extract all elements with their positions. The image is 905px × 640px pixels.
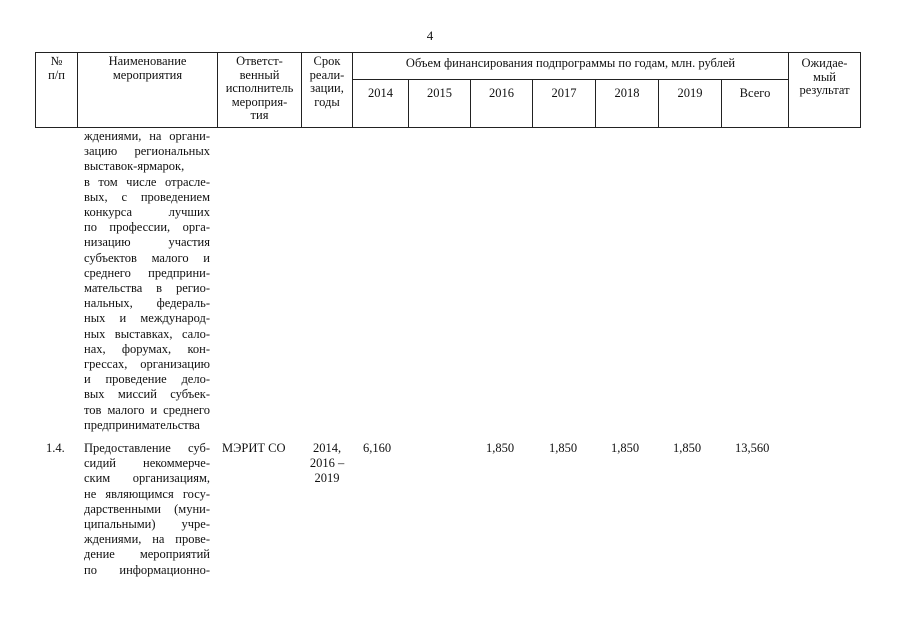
value-2019: 1,850: [673, 441, 702, 455]
header-col-result: Ожидае- мый результат: [799, 56, 850, 97]
page-number: 4: [426, 28, 434, 43]
header-year-2017: 2017: [551, 86, 577, 100]
continuation-text: ждениями, на органи- зацию региональных выставок-ярмарок, в том числе отрасле- вых, с проведением конкурса лучших по профессии, орга- низацию участия субъектов малого и среднего предприни- мательства в регио- нальных, федераль- ных и международ- ных выставках, сало- нах, форумах, кон- грессах, организацию и проведение дело- вых миссий субъек- тов малого и среднего предпринимательства: [84, 129, 210, 432]
header-bottom-border: [35, 127, 861, 128]
header-year-2019: 2019: [677, 86, 703, 100]
value-2017: 1,850: [549, 441, 578, 455]
header-col-financing: Объем финансирования подпрограммы по годам, млн. рублей: [405, 56, 736, 70]
col-border: [860, 52, 861, 128]
value-2016: 1,850: [486, 441, 515, 455]
header-year-2015: 2015: [427, 86, 452, 100]
header-year-total: Всего: [739, 86, 771, 100]
header-year-2016: 2016: [489, 86, 514, 100]
header-year-2018: 2018: [614, 86, 640, 100]
header-col-number: № п/п: [48, 54, 65, 82]
row-name: Предоставление суб- сидий некоммерче- ским организациям, не являющимся госу- дарственными (муни- ципальными) учре- ждениями, на прове- дение мероприятий по информационно-: [84, 441, 210, 577]
value-total: 13,560: [735, 441, 770, 455]
row-executor: МЭРИТ СО: [222, 441, 286, 455]
value-2014: 6,160: [363, 441, 392, 455]
header-year-divider: [352, 79, 788, 80]
header-col-executor: Ответст- венный исполнитель мероприя- тия: [225, 54, 294, 122]
value-2018: 1,850: [611, 441, 640, 455]
row-term: 2014, 2016 – 2019: [309, 441, 345, 485]
header-col-name: Наименование мероприятия: [108, 54, 187, 82]
row-number: 1.4.: [46, 441, 65, 455]
header-year-2014: 2014: [368, 86, 393, 100]
header-top-border: [35, 52, 861, 53]
header-col-term: Срок реали- зации, годы: [309, 54, 345, 109]
